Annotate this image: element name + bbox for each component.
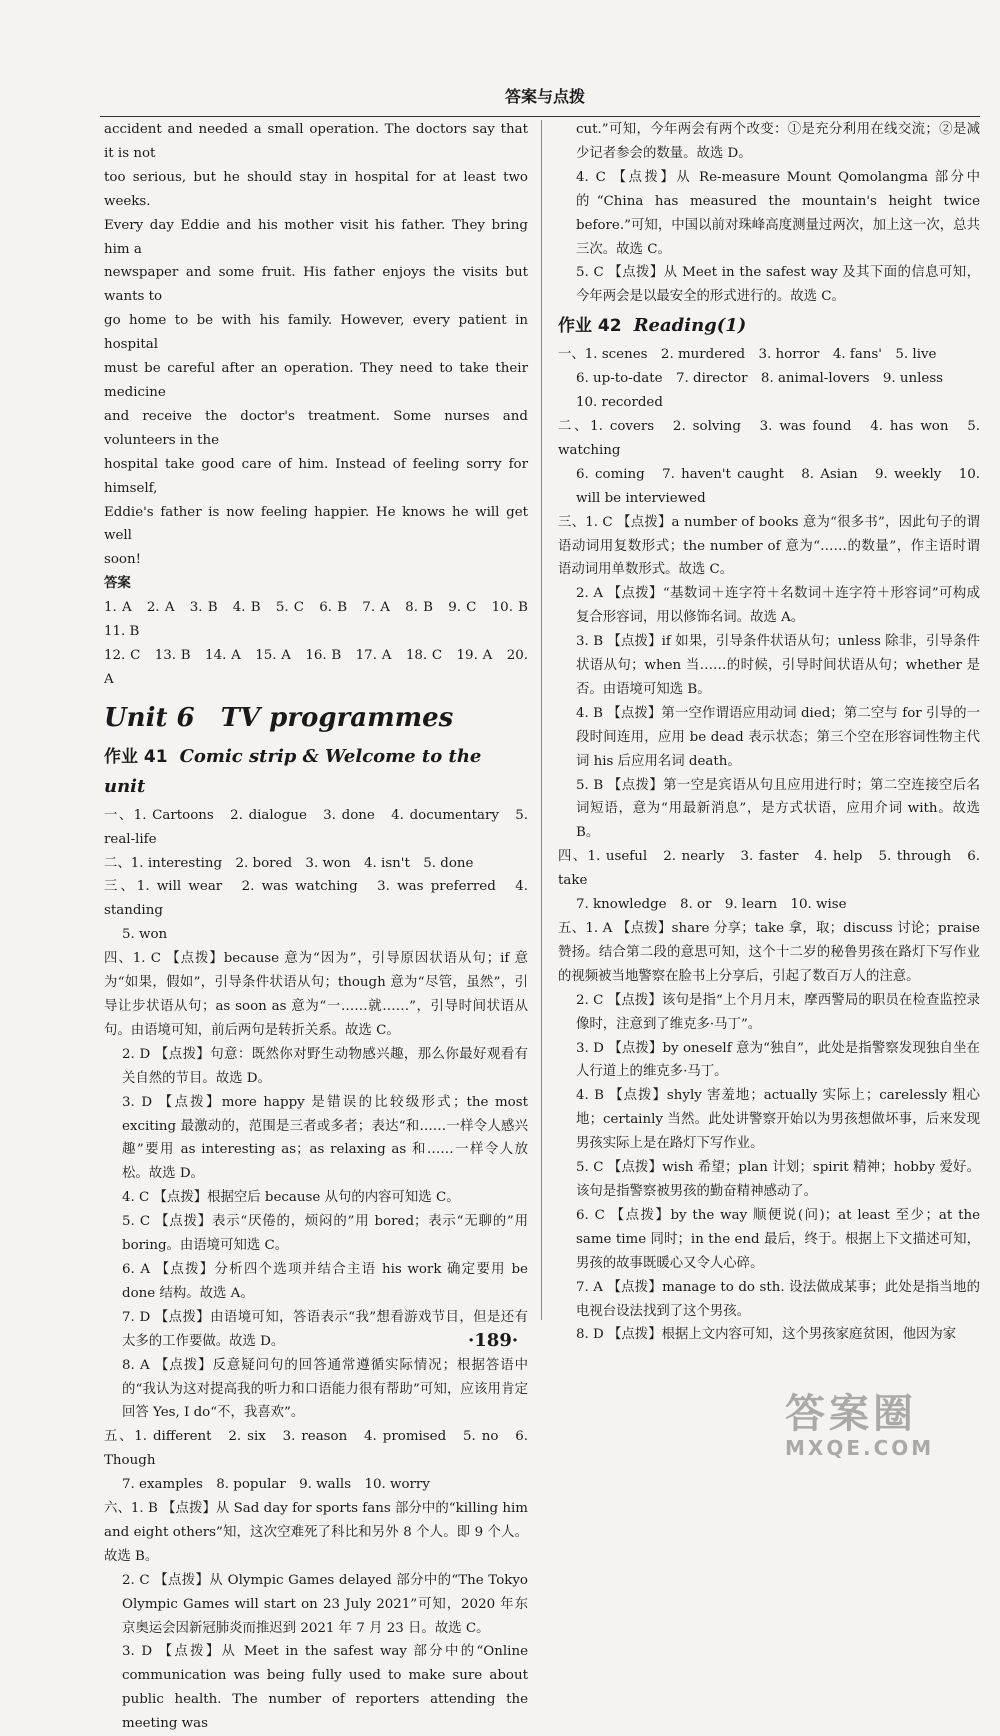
passage-line: go home to be with his family. However, every patient in hospital [104,313,528,353]
passage-line: soon! [104,552,142,568]
answer-item: 5. C 【点拨】从 Meet in the safest way 及其下面的信息可知，今年两会是以最安全的形式进行的。故选 C。 [576,265,980,305]
answer-item: 五、1. different 2. six 3. reason 4. promised 5. no 6. Though [104,1429,528,1469]
answer-item: 2. D 【点拨】句意：既然你对野生动物感兴趣，那么你最好观看有关自然的节目。故选 D。 [122,1046,528,1086]
page-header [100,82,980,117]
passage-line: too serious, but he should stay in hospital for at least two weeks. [104,169,528,209]
reading-passage [104,118,528,572]
passage-line: accident and needed a small operation. The doctors say that it is not [104,122,528,161]
answer-item: 三、1. will wear 2. was watching 3. was preferred 4. standing [104,879,528,919]
homework-42-answers [558,343,980,1347]
answer-line: 12. C 13. B 14. A 15. A 16. B 17. A 18. C 19. A 20. A [104,647,528,687]
page-number: ·189· [468,1330,519,1351]
answer-item: 4. B 【点拨】第一空作谓语应用动词 died；第二空与 for 引导的一段时间连用，应用 be dead 表示状态；第三个空在形容词性物主代词 his 后应用名词 death。 [576,705,980,769]
homework-41-label: 作业 41 [104,746,168,767]
answer-item: 5. B 【点拨】第一空是宾语从句且应用进行时；第二空连接空后名词短语，意为“用最新消息”，是方式状语，应用介词 with。故选 B。 [576,777,980,841]
unit-title: Unit 6 TV programmes [104,702,454,733]
watermark-logo [785,1392,985,1467]
passage-line: Eddie's father is now feeling happier. He knows he will get well [104,504,528,544]
answer-item: 6. up-to-date 7. director 8. animal-lovers 9. unless [576,371,944,387]
answer-key [104,596,542,692]
column-divider [541,120,542,1320]
homework-41-answers [104,804,528,1736]
answer-item: 四、1. C 【点拨】because 意为“因为”，引导原因状语从句；if 意为“如果，假如”，引导条件状语从句；though 意为“尽管，虽然”，引导让步状语从句；as soon as 意为“一……就……”，引导时间状语从句。由语境可知，前后两句是转折关系。故选 C。 [104,951,528,1038]
answer-item: 6. C 【点拨】by the way 顺便说(问)；at least 至少；at the same time 同时；in the end 最后，终于。根据上下文描述可知，男孩的故事既暖心又令人心碎。 [576,1207,980,1271]
answer-item: 6. coming 7. haven't caught 8. Asian 9. weekly 10. will be interviewed [576,466,980,506]
answer-item: 二、1. covers 2. solving 3. was found 4. has won 5. watching [558,418,980,458]
homework-41-heading [104,742,528,802]
answer-item: 三、1. C 【点拨】a number of books 意为“很多书”，因此句子的谓语动词用复数形式；the number of 意为“……的数量”，作主语时谓语动词用单数形式。故选 C。 [558,514,980,578]
answer-item: 4. B 【点拨】shyly 害羞地；actually 实际上；carelessly 粗心地；certainly 当然。此处讲警察开始以为男孩想做坏事，后来发现男孩实际上是在路灯下写作业。 [576,1088,980,1152]
answer-item: 一、1. Cartoons 2. dialogue 3. done 4. documentary 5. real-life [104,807,528,847]
answer-item: 7. knowledge 8. or 9. learn 10. wise [576,897,847,913]
answer-item: 2. C 【点拨】该句是指“上个月月末，摩西警局的职员在检查监控录像时，注意到了维克多·马丁”。 [576,992,980,1032]
homework-42-label: 作业 42 [558,316,622,337]
answer-item: 五、1. A 【点拨】share 分享；take 拿，取；discuss 讨论；praise 赞扬。结合第二段的意思可知，这个十二岁的秘鲁男孩在路灯下写作业的视频被当地警察在脸书上分享后，引起了数百万人的注意。 [558,921,980,984]
header-title: 答案与点拨 [504,87,585,106]
answer-item: 8. D 【点拨】根据上文内容可知，这个男孩家庭贫困，他因为家 [576,1327,957,1343]
homework-42-heading [558,311,980,341]
passage-line: Every day Eddie and his mother visit his father. They bring him a [104,217,528,257]
left-column [104,118,542,1736]
answer-item: 二、1. interesting 2. bored 3. won 4. isn't 5. done [104,855,474,871]
passage-line: and receive the doctor's treatment. Some nurses and volunteers in the [104,408,528,448]
answer-item: 4. C 【点拨】根据空后 because 从句的内容可知选 C。 [122,1190,460,1206]
passage-line: must be careful after an operation. They need to take their medicine [104,361,528,400]
answer-item: 6. A 【点拨】分析四个选项并结合主语 his work 确定要用 be done 结构。故选 A。 [122,1261,528,1301]
answer-item: 2. A 【点拨】“基数词＋连字符＋名数词＋连字符＋形容词”可构成复合形容词，用以修饰名词。故选 A。 [576,586,980,626]
passage-line: hospital take good care of him. Instead of feeling sorry for himself, [104,456,528,496]
answer-item: 7. A 【点拨】manage to do sth. 设法做成某事；此处是指当地的电视台设法找到了这个男孩。 [576,1279,980,1319]
homework-42-title: Reading(1) [633,315,747,337]
answer-item: 六、1. B 【点拨】从 Sad day for sports fans 部分中的“killing him and eight others”知，这次空难死了科比和另外 8 个人。即 9 个人。故选 B。 [104,1501,528,1564]
homework-41-title: Comic strip & Welcome to the unit [104,745,482,797]
answer-item: 3. B 【点拨】if 如果，引导条件状语从句；unless 除非，引导条件状语从句；when 当……的时候，引导时间状语从句；whether 是否。由语境可知选 B。 [576,634,980,697]
answer-label: 答案 [104,576,131,592]
answer-item: 8. A 【点拨】反意疑问句的回答通常遵循实际情况；根据答语中的“我认为这对提高我的听力和口语能力很有帮助”可知，应该用肯定回答 Yes, I do“不，我喜欢”。 [122,1357,528,1421]
answer-item: 7. examples 8. popular 9. walls 10. worry [122,1477,430,1493]
answer-item: 10. recorded [576,395,663,411]
answer-item: 5. C 【点拨】wish 希望；plan 计划；spirit 精神；hobby 爱好。该句是指警察被男孩的勤奋精神感动了。 [576,1160,980,1199]
answer-item: 一、1. scenes 2. murdered 3. horror 4. fans' 5. live [558,347,937,363]
passage-line: newspaper and some fruit. His father enjoys the visits but wants to [104,265,528,305]
answer-item: 四、1. useful 2. nearly 3. faster 4. help 5. through 6. take [558,849,980,889]
answer-item: cut.”可知，今年两会有两个改变：①是充分利用在线交流；②是减少记者参会的数量。故选 D。 [576,122,980,161]
answer-item: 5. won [122,927,168,943]
continued-answers [558,118,980,309]
watermark-url: MXQE.COM [785,1436,935,1460]
answer-item: 5. C 【点拨】表示“厌倦的，烦闷的”用 bored；表示“无聊的”用 boring。由语境可知选 C。 [122,1214,528,1254]
answer-item: 3. D 【点拨】从 Meet in the safest way 部分中的“Online communication was being fully used to make sure about public health. The number of reporters attending the meeting was [122,1644,528,1732]
answer-line: 1. A 2. A 3. B 4. B 5. C 6. B 7. A 8. B 9. C 10. B 11. B [104,600,542,640]
answer-item: 4. C 【点拨】从 Re-measure Mount Qomolangma 部分中的“China has measured the mountain's height twice before.”可知，中国以前对珠峰高度测量过两次，加上这一次，总共三次。故选 C。 [576,169,980,257]
watermark-text: 答案圈 [785,1391,917,1437]
answer-item: 3. D 【点拨】more happy 是错误的比较级形式；the most exciting 最激动的，范围是三者或多者；表达“和……一样令人感兴趣”要用 as interesting as；as relaxing as 和……一样令人放松。故选 D。 [122,1094,528,1182]
answer-item: 2. C 【点拨】从 Olympic Games delayed 部分中的“The Tokyo Olympic Games will start on 23 July 2021”可知，2020 年东京奥运会因新冠肺炎而推迟到 2021 年 7 月 23 日。故选 C。 [122,1572,528,1636]
answer-item: 7. D 【点拨】由语境可知，答语表示“我”想看游戏节目，但是还有太多的工作要做。故选 D。 [122,1309,528,1349]
right-column [558,118,980,1347]
answer-item: 3. D 【点拨】by oneself 意为“独自”，此处是指警察发现独自坐在人行道上的维克多·马丁。 [576,1040,980,1080]
